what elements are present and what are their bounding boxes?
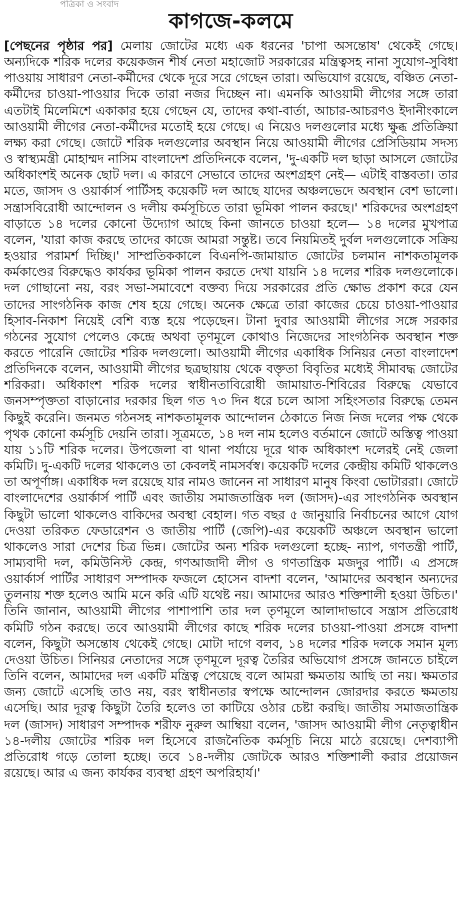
column-heading: কাগজে-কলমে — [168, 9, 294, 33]
continuation-tag: [পেছনের পৃষ্ঠার পর] — [4, 39, 113, 53]
article-paragraph — [4, 38, 458, 781]
article-column — [4, 38, 458, 910]
article-body: মেলায় জোটের মধ্যে এক ধরনের 'চাপা অসন্তোষ' থেকেই গেছে। অন্যদিকে শরিক দলের কয়েকজন শীর্ষ নেতা মহাজোট সরকারের মন্ত্রিত্বসহ নানা সুযোগ-সুবিধা পাওয়ায় সাধারণ নেতা-কর্মীদের থেকে দূরে সরে গেছেন তারা। অভিযোগ রয়েছে, বঞ্চিত নেতা-কর্মীদের চাওয়া-পাওয়ার দিকে তারা নজর দিচ্ছেন না। এমনকি আওয়ামী লীগের সঙ্গে তারা এতটাই মিলেমিশে একাকার হয়ে গেছেন যে, তাদের কথা-বার্তা, আচার-আচরণও ইদানীংকালে আওয়ামী লীগের নেতা-কর্মীদের মতোই হয়ে গেছে। এ নিয়েও দলগুলোর মধ্যে ক্ষুব্ধ প্রতিক্রিয়া লক্ষ্য করা গেছে। জোটে শরিক দলগুলোর অবস্থান নিয়ে আওয়ামী লীগের প্রেসিডিয়াম সদস্য ও স্বাস্থ্যমন্ত্রী মোহাম্মদ নাসিম বাংলাদেশ প্রতিদিনকে বলেন, 'দু-একটি দল ছাড়া আসলে জোটের অধিকাংশই অনেক ছোট দল। এ কারণে সেভাবে তাদের অংশগ্রহণ নেই— এটাই বাস্তবতা। তার মতে, জাসদ ও ওয়ার্কার্স পার্টিসহ কয়েকটি দল আছে যাদের অঞ্চলভেদে অবস্থান বেশ ভালো। সন্ত্রাসবিরোধী আন্দোলন ও দলীয় কর্মসূচিতে তারা ভূমিকা পালন করছে।' শরিকদের অংশগ্রহণ বাড়াতে ১৪ দলের কোনো উদ্যোগ আছে কিনা জানতে চাওয়া হলে— ১৪ দলের মুখপাত্র বলেন, 'যারা কাজ করছে তাদের কাজে আমরা সন্তুষ্ট। তবে নিয়মিতই দুর্বল দলগুলোকে সক্রিয় হওয়ার পরামর্শ দিচ্ছি।' সাম্প্রতিককালে বিএনপি-জামায়াত জোটের চলমান নাশকতামূলক কর্মকাণ্ডের বিরুদ্ধেও কার্যকর ভূমিকা পালন করতে দেখা যায়নি ১৪ দলের শরিক দলগুলোকে। দল গোছানো নয়, বরং সভা-সমাবেশে বক্তব্য দিয়ে সরকারের প্রতি ক্ষোভ প্রকাশ করে যেন তাদের সাংগঠনিক কাজ শেষ হয়ে গেছে। অনেক ক্ষেত্রে তারা কাজের চেয়ে চাওয়া-পাওয়ার হিসাব-নিকাশ নিয়েই বেশি ব্যস্ত হয়ে পড়েছেন। টানা দুবার আওয়ামী লীগের সঙ্গে সরকার গঠনের সুযোগ পেলেও কেন্দ্রে অথবা তৃণমূলে কোথাও নিজেদের সাংগঠনিক অবস্থান শক্ত করতে পারেনি জোটের শরিক দলগুলো। আওয়ামী লীগের একাধিক সিনিয়র নেতা বাংলাদেশ প্রতিদিনকে বলেন, আওয়ামী লীগের ছত্রছায়ায় থেকে বক্তৃতা বিবৃতির মধ্যেই সীমাবদ্ধ জোটের শরিকরা। অধিকাংশ শরিক দলের স্বাধীনতাবিরোধী জামায়াত-শিবিরের বিরুদ্ধে যেভাবে জনসম্পৃক্ততা বাড়ানোর দরকার ছিল গত ৭৩ দিন ধরে চলে আসা সহিংসতার বিরুদ্ধে তেমন কিছুই করেনি। জনমত গঠনসহ নাশকতামূলক আন্দোলন ঠেকাতে নিজ নিজ দলের পক্ষ থেকে পৃথক কোনো কর্মসূচি দেয়নি তারা। সূত্রমতে, ১৪ দল নাম হলেও বর্তমানে জোটে অস্তিত্ব পাওয়া যায় ১১টি শরিক দলের। উপজেলা বা থানা পর্যায়ে দূরে থাক অধিকাংশ দলেরই নেই জেলা কমিটি। দু-একটি দলের থাকলেও তা কেবলই নামসর্বস্ব। কয়েকটি দলের কেন্দ্রীয় কমিটি থাকলেও তা অপূর্ণাঙ্গ। একাধিক দল রয়েছে যার নামও জানেন না সাধারণ মানুষ কিংবা ভোটাররা। জোটে বাংলাদেশের ওয়ার্কার্স পার্টি এবং জাতীয় সমাজতান্ত্রিক দল (জাসদ)-এর সাংগঠনিক অবস্থান কিছুটা ভালো থাকলেও বাকিদের অবস্থা বেহাল। গত বছর ৫ জানুয়ারি নির্বাচনের আগে যোগ দেওয়া তরিকত ফেডারেশন ও জাতীয় পার্টি (জেপি)-এর কয়েকটি অঞ্চলে অবস্থান ভালো থাকলেও সারা দেশের চিত্র ভিন্ন। জোটের অন্য শরিক দলগুলো হচ্ছে- ন্যাপ, গণতন্ত্রী পার্টি, সাম্যবাদী দল, কমিউনিস্ট কেন্দ্র, গণআজাদী লীগ ও গণতান্ত্রিক মজদুর পার্টি। এ প্রসঙ্গে ওয়ার্কার্স পার্টির সাধারণ সম্পাদক ফজলে হোসেন বাদশা বলেন, 'আমাদের অবস্থান অন্যদের তুলনায় শক্ত হলেও আমি মনে করি এটি যথেষ্ট নয়। আমাদের আরও শক্তিশালী হওয়া উচিত।' তিনি জানান, আওয়ামী লীগের পাশাপাশি তার দল তৃণমূলে আলাদাভাবে সন্ত্রাস প্রতিরোধ কমিটি গঠন করছে। তবে আওয়ামী লীগের কাছে শরিক দলের চাওয়া-পাওয়া প্রসঙ্গে বাদশা বলেন, কিছুটা অসন্তোষ থেকেই গেছে। মোটা দাগে বলব, ১৪ দলের শরিক দলকে সমান মূল্য দেওয়া উচিত। সিনিয়র নেতাদের সঙ্গে তৃণমূলে দূরত্ব তৈরির অভিযোগ প্রসঙ্গে জানতে চাইলে তিনি বলেন, আমাদের দল একটি মন্ত্রিত্ব পেয়েছে বলে আমরা ক্ষমতায় আছি তা নয়। ক্ষমতার জন্য জোটে এসেছি তাও নয়, বরং স্বাধীনতার স্বপক্ষে আন্দোলন জোরদার করতে ক্ষমতায় এসেছি। আর দূরত্ব কিছুটা তৈরি হলেও তা কাটিয়ে ওঠার চেষ্টা করছি। জাতীয় সমাজতান্ত্রিক দল (জাসদ) সাধারণ সম্পাদক শরীফ নুরুল আম্বিয়া বলেন, 'জাসদ আওয়ামী লীগ নেতৃত্বাধীন ১৪-দলীয় জোটের শরিক দল হিসেবে রাজনৈতিক কর্মসূচি নিয়ে মাঠে রয়েছে। দেশব্যাপী প্রতিরোধ গড়ে তোলা হচ্ছে। তবে ১৪-দলীয় জোটকে আরও শক্তিশালী করার প্রয়োজন রয়েছে। আর এ জন্য কার্যকর ব্যবস্থা গ্রহণ অপরিহার্য।' — [4, 39, 458, 781]
top-strip: পত্রিকা ও সংবাদ — [60, 0, 119, 10]
